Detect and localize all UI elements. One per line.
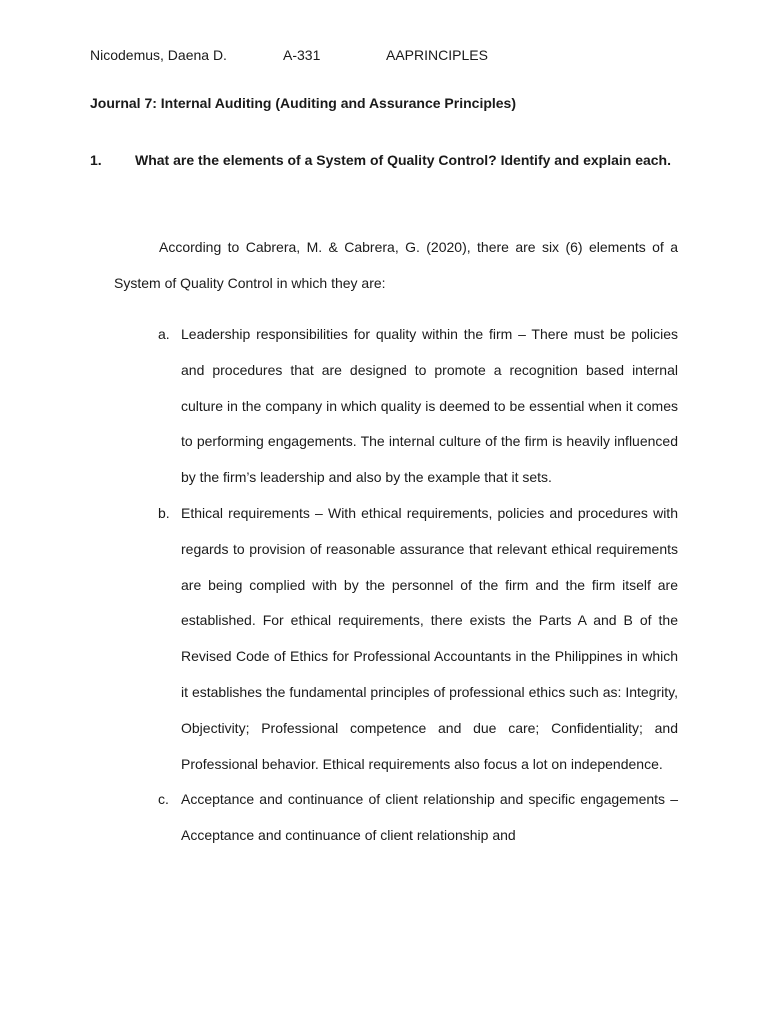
list-item: [0, 782, 768, 854]
question-1: [90, 143, 678, 179]
section-code: A-331: [283, 47, 321, 63]
list-marker: c.: [158, 791, 169, 808]
list-item-text: Leadership responsibilities for quality within the firm – There must be policies and procedures that are designed to promote a recognition based internal culture in the company in which quality is deemed to be essential when it comes to performing engagements. The internal culture of the firm is heavily influenced by the firm’s leadership and also by the example that it sets.: [181, 326, 678, 486]
list-item-text: Ethical requirements – With ethical requirements, policies and procedures with regards to provision of reasonable assurance that relevant ethical requirements are being complied with by the personnel of the firm and the firm itself are established. For ethical requirements, there exists the Parts A and B of the Revised Code of Ethics for Professional Accountants in the Philippines in which it establishes the fundamental principles of professional ethics such as: Integrity, Objectivity; Professional competence and due care; Confidentiality; and Professional behavior. Ethical requirements also focus a lot on independence.: [181, 504, 678, 772]
intro-paragraph: According to Cabrera, M. & Cabrera, G. (2020), there are six (6) elements of a System of Quality Control in which they are:: [114, 239, 678, 291]
question-text: What are the elements of a System of Quality Control? Identify and explain each.: [135, 152, 671, 168]
list-marker: b.: [158, 504, 170, 521]
question-number: 1.: [90, 152, 102, 168]
course-code: AAPRINCIPLES: [386, 47, 488, 63]
list-item: [0, 496, 768, 782]
list-marker: a.: [158, 326, 170, 342]
elements-list: [0, 317, 768, 854]
list-item-text: Acceptance and continuance of client relationship and specific engagements – Acceptance and continuance of client relationship and: [181, 791, 678, 844]
student-name: Nicodemus, Daena D.: [90, 47, 227, 63]
journal-title: Journal 7: Internal Auditing (Auditing and Assurance Principles): [90, 95, 517, 111]
list-item: [0, 317, 768, 496]
